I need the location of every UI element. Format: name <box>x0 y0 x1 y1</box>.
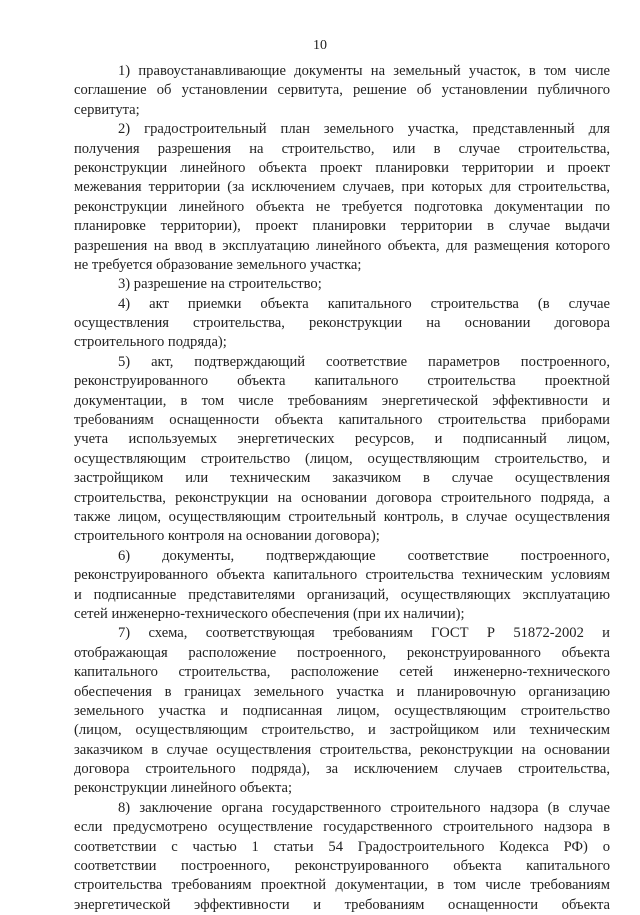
paragraph-item-1 <box>74 62 610 120</box>
text-line: требованиям оснащенности объекта капитального строительства приборами <box>74 412 610 429</box>
text-line: обеспечения в границах земельного участка и планировочную организацию <box>74 683 610 700</box>
text-line: планировке территории), проект планировки территории в случае выдачи <box>74 218 610 235</box>
text-line: земельного участка и подписанная лицом, осуществляющим строительство <box>74 702 610 719</box>
text-line: соответствии с частью 1 статьи 54 Градостроительного Кодекса РФ) о <box>74 838 610 855</box>
text-line: осуществляющим строительство (лицом, осуществляющим строительство, и <box>74 450 610 467</box>
paragraph-item-7 <box>74 624 610 799</box>
text-line: строительства, реконструкции на основании договора строительного подряда, а <box>74 489 610 506</box>
text-line: строительства требованиям проектной документации, в том числе требованиям <box>74 877 610 894</box>
text-line: если предусмотрено осуществление государственного строительного надзора в <box>74 819 610 836</box>
text-line: капитального строительства, расположение сетей инженерно-технического <box>74 664 610 681</box>
text-line: соглашение об установлении сервитута, решение об установлении публичного <box>74 82 610 99</box>
text-line: застройщиком или техническим заказчиком в случае осуществления <box>74 470 610 487</box>
text-line: получения разрешения на строительство, или в случае строительства, <box>74 140 610 157</box>
text-line: реконструкции линейного объекта; <box>74 780 293 797</box>
text-line: строительного подряда); <box>74 334 227 351</box>
text-line: не требуется образование земельного участка; <box>74 256 362 273</box>
text-line: (лицом, осуществляющим строительство, и застройщиком или техническим <box>74 722 610 739</box>
paragraph-item-6 <box>74 547 610 625</box>
paragraph-item-8 <box>74 799 610 915</box>
text-line: документации, в том числе требованиям энергетической эффективности и <box>74 392 610 409</box>
page-number: 10 <box>313 38 327 53</box>
text-line: договора строительного подряда), за исключением случаев строительства, <box>74 761 610 778</box>
text-line: также лицом, осуществляющим строительный контроль, в случае осуществления <box>74 508 610 525</box>
text-line: реконструкции линейного объекта не требуется подготовка документации по <box>74 198 610 215</box>
text-line: 5) акт, подтверждающий соответствие параметров построенного, <box>118 353 610 370</box>
text-line: 4) акт приемки объекта капитального строительства (в случае <box>118 295 610 312</box>
paragraph-item-5 <box>74 353 610 547</box>
text-line: осуществления строительства, реконструкции на основании договора <box>74 315 610 332</box>
text-line: 6) документы, подтверждающие соответствие построенного, <box>118 547 610 564</box>
text-line: сервитута; <box>74 101 140 118</box>
text-line: 1) правоустанавливающие документы на земельный участок, в том числе <box>118 63 610 79</box>
text-line: реконструированного объекта капитального строительства техническим условиям <box>74 567 610 584</box>
text-line: учета используемых энергетических ресурсов, и подписанный лицом, <box>74 431 610 448</box>
text-line: реконструкции линейного объекта проект планировки территории и проект <box>74 159 610 176</box>
text-line: энергетической эффективности и требованиям оснащенности объекта <box>74 896 610 913</box>
text-line: реконструированного объекта капитального строительства проектной <box>74 373 610 390</box>
paragraph-item-2 <box>74 120 610 275</box>
paragraph-item-4 <box>74 295 610 353</box>
text-line: и подписанные представителями организаций, осуществляющих эксплуатацию <box>74 586 610 603</box>
text-line: 3) разрешение на строительство; <box>118 276 322 293</box>
document-body <box>74 62 610 915</box>
text-line: строительного контроля на основании договора); <box>74 528 380 545</box>
paragraph-item-3 <box>74 275 610 294</box>
text-line: 2) градостроительный план земельного участка, представленный для <box>118 121 610 138</box>
text-line: соответствии построенного, реконструированного объекта капитального <box>74 858 610 875</box>
text-line: межевания территории (за исключением случаев, при которых для строительства, <box>74 179 610 196</box>
text-line: разрешения на ввод в эксплуатацию линейного объекта, для размещения которого <box>74 237 610 254</box>
text-line: заказчиком в случае осуществления строительства, реконструкции на основании <box>74 741 610 758</box>
text-line: сетей инженерно-технического обеспечения (при их наличии); <box>74 605 465 622</box>
text-line: отображающая расположение построенного, реконструированного объекта <box>74 644 610 661</box>
text-line: 7) схема, соответствующая требованиям ГОСТ Р 51872-2002 и <box>118 625 610 642</box>
text-line: 8) заключение органа государственного строительного надзора (в случае <box>118 799 610 816</box>
